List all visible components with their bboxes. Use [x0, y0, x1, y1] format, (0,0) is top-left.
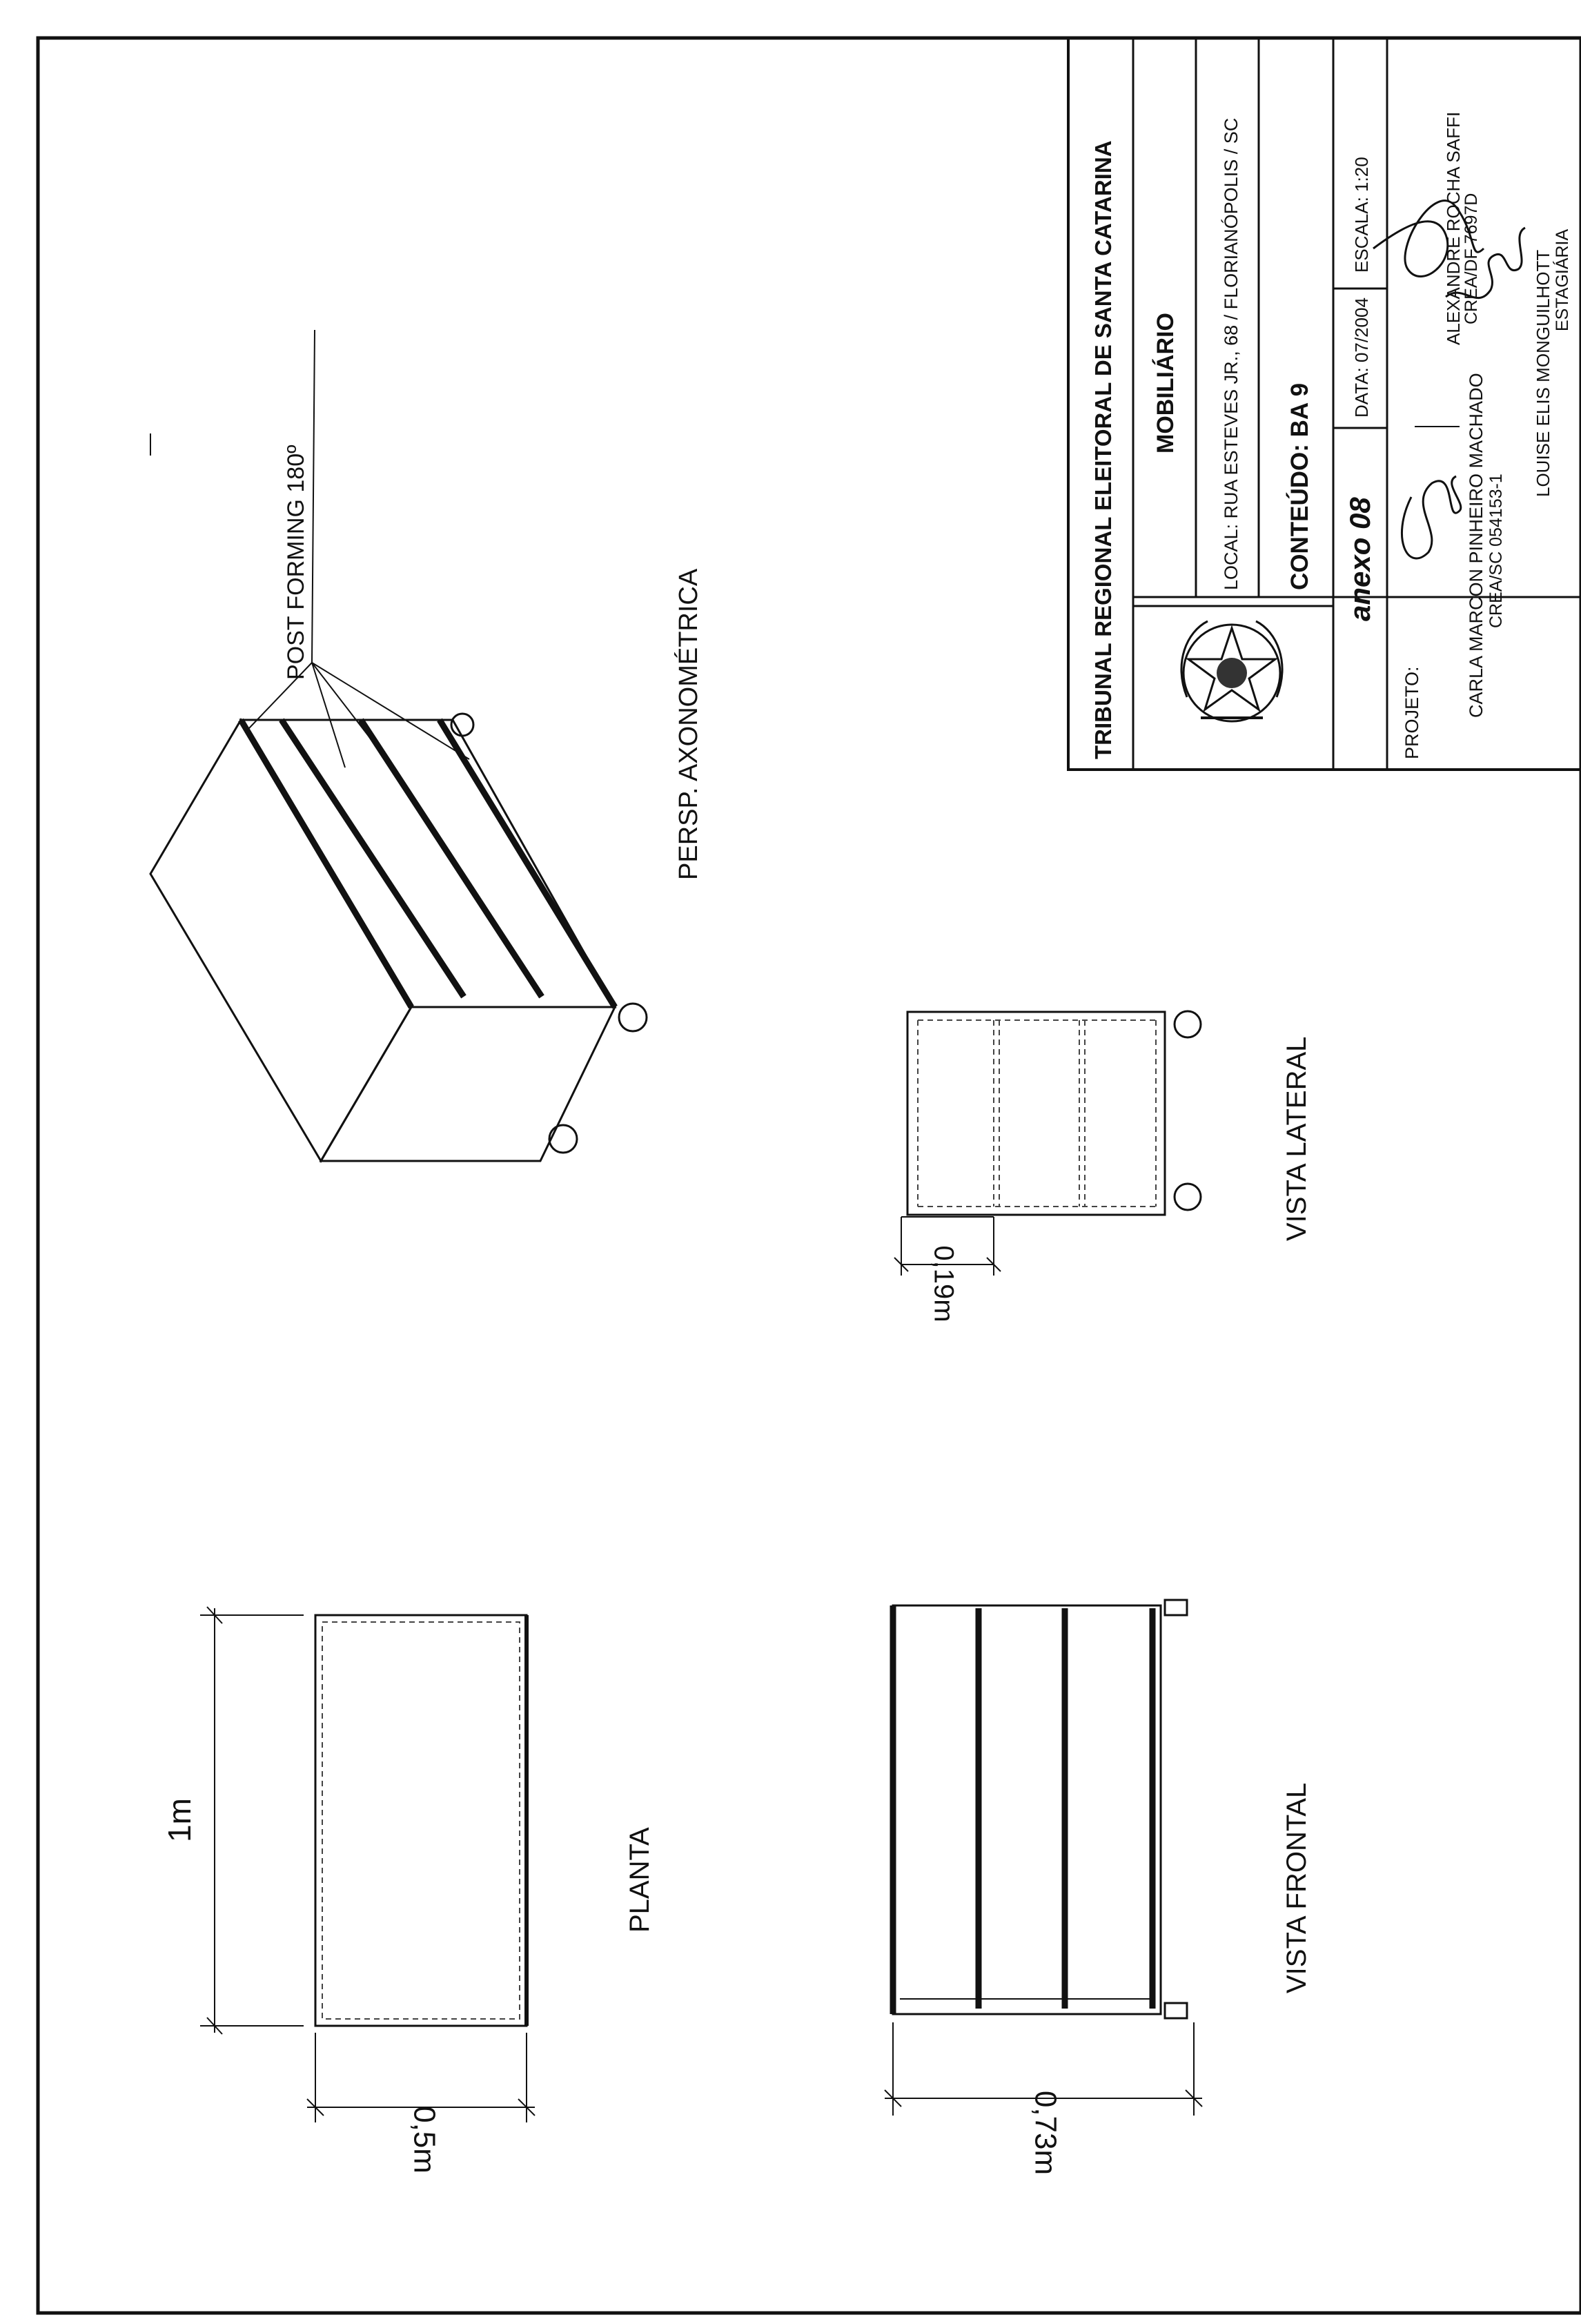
vista-frontal-label: VISTA FRONTAL: [1282, 1782, 1312, 1993]
date-text: DATA: 07/2004: [1351, 297, 1372, 418]
sheet-border: [38, 38, 1581, 2313]
institution-name: TRIBUNAL REGIONAL ELEITORAL DE SANTA CATARINA: [1090, 140, 1116, 759]
lateral-view: [894, 1011, 1201, 1276]
height-dimension: 0,73m: [1028, 2090, 1063, 2176]
perspective-view: [150, 330, 647, 1161]
signature-carla: [1402, 476, 1460, 558]
plan-view: [200, 1607, 535, 2122]
annex-label: anexo 08: [1344, 497, 1376, 621]
author-3-name: LOUISE ELIS MONGUILHOTT: [1533, 249, 1553, 497]
location-text: LOCAL: RUA ESTEVES JR., 68 / FLORIANÓPOLIS / SC: [1221, 117, 1241, 590]
front-view: [885, 1600, 1202, 2116]
vista-lateral-label: VISTA LATERAL: [1282, 1036, 1312, 1241]
author-1-registration: CREA/SC 054153-1: [1486, 473, 1506, 628]
author-3-role: ESTAGIÁRIA: [1553, 228, 1572, 331]
content-text: CONTEÚDO: BA 9: [1286, 382, 1313, 590]
title-block: [1068, 38, 1581, 770]
project-title: MOBILIÁRIO: [1152, 313, 1179, 453]
post-forming-label: POST FORMING 180º: [283, 445, 309, 680]
author-2-registration: CREA/DF 7697D: [1462, 193, 1481, 324]
author-1-name: CARLA MARCON PINHEIRO MACHADO: [1466, 373, 1486, 718]
depth-dimension: 0,5m: [407, 2106, 442, 2174]
drawer-height-dimension: 0,19m: [928, 1245, 959, 1322]
scale-text: ESCALA: 1:20: [1351, 157, 1372, 273]
projeto-label: PROJETO:: [1402, 666, 1422, 759]
brazil-coat-of-arms-icon: [1181, 621, 1282, 721]
width-dimension: 1m: [161, 1798, 197, 1842]
perspective-label: PERSP. AXONOMÉTRICA: [674, 568, 703, 880]
author-2-name: ALEXANDRE ROCHA SAFFI: [1443, 111, 1464, 345]
planta-label: PLANTA: [625, 1827, 655, 1933]
